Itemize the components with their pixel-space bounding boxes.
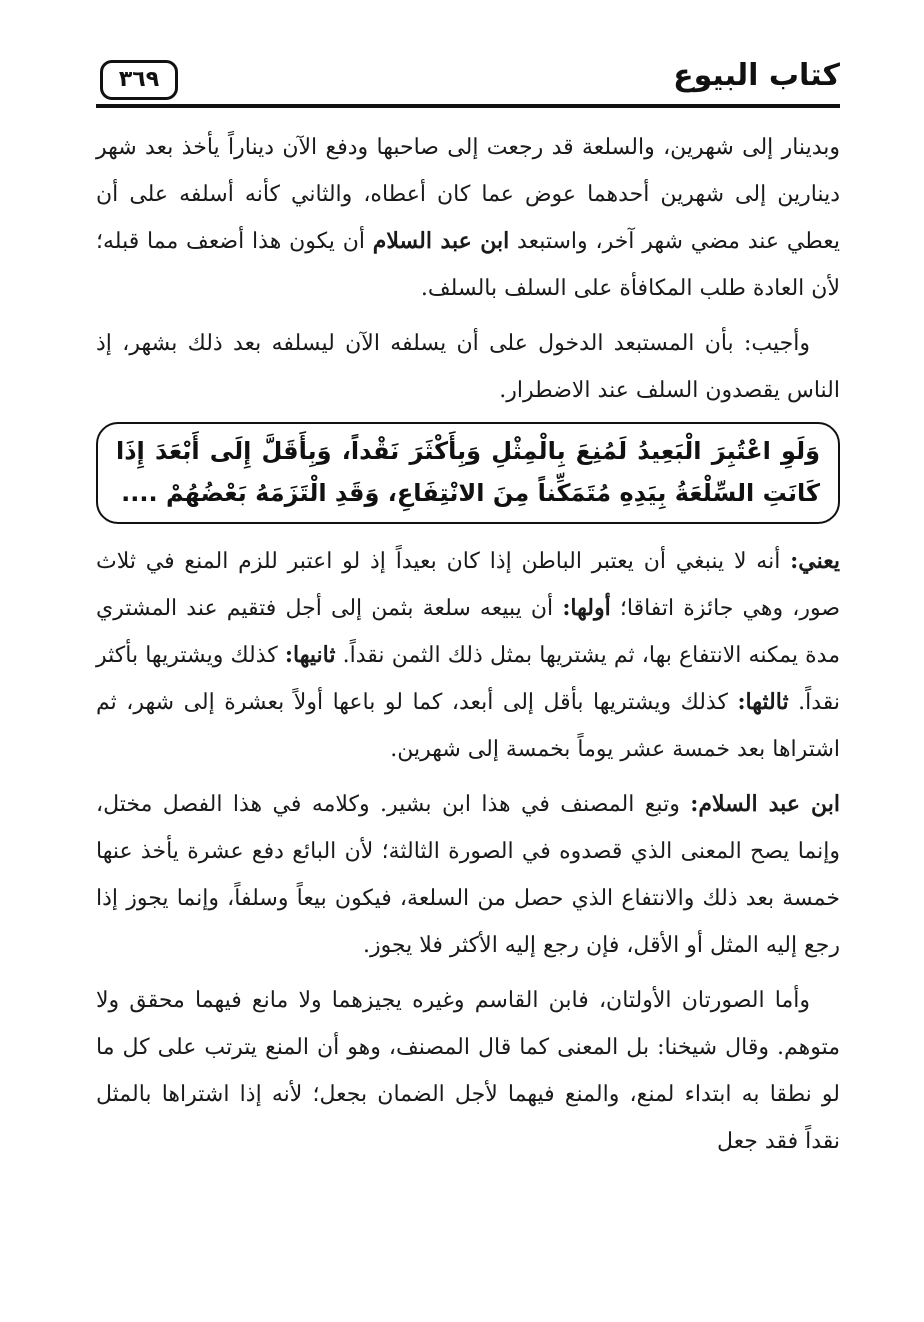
paragraph-4 [96,781,840,969]
paragraph-1-rest: أن يكون هذا أضعف مما قبله؛ لأن العادة طلب المكافأة على السلف بالسلف. [96,229,840,301]
page-number: ٣٦٩ [100,60,178,100]
term-yani: يعني: [790,548,840,574]
matn-box: وَلَوِ اعْتُبِرَ الْبَعِيدُ لَمُنِعَ بِالْمِثْلِ وَبِأَكْثَرَ نَقْداً، وَبِأَقَلَّ إِلَى أَبْعَدَ إِذَا كَانَتِ السِّلْعَةُ بِيَدِهِ مُتَمَكِّناً مِنَ الانْتِفَاعِ، وَقَدِ الْتَزَمَهُ بَعْضُهُمْ .... [96,422,840,524]
author-name-ibn-abd-alsalam: ابن عبد السلام [372,228,510,254]
term-third: ثالثها: [737,689,789,715]
paragraph-1-text: وبدينار إلى شهرين، والسلعة قد رجعت إلى صاحبها ودفع الآن ديناراً يأخذ بعد شهر دينارين إلى شهرين أحدهما عوض عما كان أعطاه، والثاني كأنه أسلفه على أن يعطي عند مضي شهر آخر، واستبعد [96,135,840,254]
page-body [96,124,840,1183]
term-second: ثانيها: [284,642,336,668]
paragraph-1 [96,124,840,312]
commentator-ibn-abd-alsalam: ابن عبد السلام: [690,791,841,817]
book-title: كتاب البيوع [673,58,840,93]
paragraph-4-text: وتبع المصنف في هذا ابن بشير. وكلامه في هذا الفصل مختل، وإنما يصح المعنى الذي قصدوه في الصورة الثالثة؛ لأن البائع دفع عشرة يأخذ عنها خمسة بعد ذلك والانتفاع الذي حصل من السلعة، فيكون بيعاً وسلفاً، وإنما يجوز إذا رجع إليه المثل أو الأقل، فإن رجع إليه الأكثر فلا يجوز. [96,792,840,958]
paragraph-3-text-c: كذلك ويشتريها بأكثر نقداً. [96,643,840,715]
page-header [96,52,840,108]
paragraph-3-text-b: أن يبيعه سلعة بثمن إلى أجل فتقيم عند المشتري مدة يمكنه الانتفاع بها، ثم يشتريها بمثل ذلك الثمن نقداً. [96,596,840,668]
paragraph-3-text-d: كذلك ويشتريها بأقل إلى أبعد، كما لو باعها أولاً بعشرة إلى شهر، ثم اشتراها بعد خمسة عشر يوماً بخمسة إلى شهرين. [96,690,840,762]
header-divider [96,104,840,108]
paragraph-3 [96,538,840,773]
term-first: أولها: [562,595,611,621]
paragraph-2: وأجيب: بأن المستبعد الدخول على أن يسلفه الآن ليسلفه بعد ذلك بشهر، إذ الناس يقصدون السلف عند الاضطرار. [96,331,840,403]
paragraph-5: وأما الصورتان الأولتان، فابن القاسم وغيره يجيزهما ولا مانع فيهما محقق ولا متوهم. وقال شيخنا: بل المعنى كما قال المصنف، وهو أن المنع يترتب على كل ما لو نطقا به ابتداء لمنع، والمنع فيهما لأجل الضمان بجعل؛ لأنه إذا اشتراها بالمثل نقداً فقد جعل [96,988,840,1154]
paragraph-3-text-a: أنه لا ينبغي أن يعتبر الباطن إذا كان بعيداً إذ لو اعتبر للزم المنع في ثلاث صور، وهي جائزة اتفاقا؛ [96,549,841,621]
